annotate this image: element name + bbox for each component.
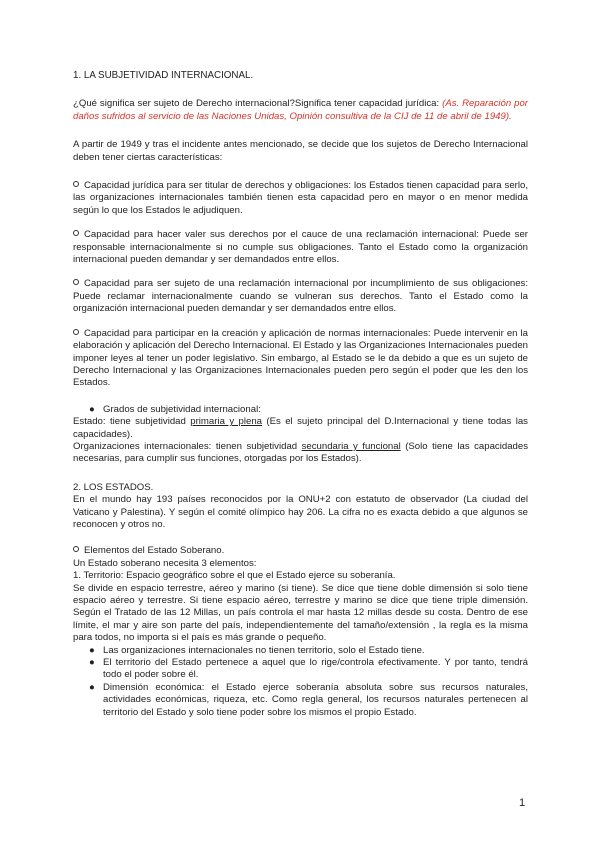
bullet-dot-icon: ●: [89, 403, 95, 415]
states-intro: En el mundo hay 193 países reconocidos por la ONU+2 con estatuto de observador (La ciudad del Vaticano y Palestina). Y según el comité olímpico hay 206. La cifra no es exacta debido a que algunos se reconocen y otros no.: [73, 494, 528, 530]
capacity-item: Capacidad jurídica para ser titular de derechos y obligaciones: los Estados tienen capacidad para serlo, las organizaciones internacionales también tienen esta capacidad pero en mayor o en menor medida según lo que los Estados le adjudiquen.: [73, 180, 528, 216]
list-item: ● Dimensión económica: el Estado ejerce soberanía absoluta sobre sus recursos naturales, actividades económicas, riqueza, etc. Como regla general, los recursos naturales pertenecen al territorio del Estado y solo tiene poder sobre los mismos el propio Estado.: [89, 681, 528, 718]
ring-bullet-icon: [73, 230, 79, 236]
estado-underlined: primaria y plena: [190, 416, 262, 428]
page-number: 1: [519, 797, 526, 809]
org-paragraph: Organizaciones internacionales: tienen subjetividad secundaria y funcional (Solo tiene las capacidades necesarias, para cumplir sus funciones, otorgadas por los Estados).: [73, 440, 528, 465]
org-underlined: secundaria y funcional: [301, 440, 401, 452]
list-item: ● Las organizaciones internacionales no tienen territorio, solo el Estado tiene.: [89, 644, 425, 656]
territorio-title: 1. Territorio: Espacio geográfico sobre el que el Estado ejerce su soberanía.: [73, 570, 396, 582]
section-2-title: 2. LOS ESTADOS.: [73, 481, 154, 493]
ring-bullet-icon: [73, 329, 79, 335]
grados-heading: ● Grados de subjetividad internacional:: [89, 403, 261, 415]
capacity-item: Capacidad para hacer valer sus derechos por el cauce de una reclamación internacional: Puede ser responsable internacionalmente si no cumple sus obligaciones. Tanto el Estado como la organización internacional pueden demandar y ser demandados entre ellos.: [73, 229, 528, 266]
ring-bullet-icon: [73, 279, 79, 285]
intro-paragraph: A partir de 1949 y tras el incidente antes mencionado, se decide que los sujetos de Derecho Internacional deben tener ciertas características:: [73, 139, 528, 163]
question-paragraph: [73, 98, 528, 123]
document-page: [73, 70, 528, 719]
list-item: ● El territorio del Estado pertenece a aquel que lo rige/controla efectivamente. Y por tanto, tendrá todo el poder sobre él.: [89, 657, 528, 681]
territorio-text: Se divide en espacio terrestre, aéreo y marino (si tiene). Se dice que tiene doble dimensión si solo tiene espacio aéreo y terrestre. Si tiene espacio aéreo, terrestre y marino se dice que tiene triple dimensión. Según el Tratado de las 12 Millas, un país controla el mar hasta 12 millas desde su costa. Dentro de ese límite, el mar y aire son parte del país, independientemente del tamaño/extensión , la regla es la misma para todos, no importa si el país es más grande o pequeño.: [73, 582, 528, 644]
elements-heading: Elementos del Estado Soberano.: [73, 545, 528, 557]
bullet-dot-icon: ●: [89, 657, 95, 669]
estado-paragraph: Estado: tiene subjetividad primaria y plena (Es el sujeto principal del D.Internacional y tiene todas las capacidades).: [73, 416, 528, 440]
question-text: ¿Qué significa ser sujeto de Derecho internacional?Significa tener capacidad jurídica:: [73, 98, 443, 110]
needs-line: Un Estado soberano necesita 3 elementos:: [73, 557, 257, 569]
ring-bullet-icon: [73, 181, 79, 187]
bullet-dot-icon: ●: [89, 681, 95, 693]
section-1-title: 1. LA SUBJETIVIDAD INTERNACIONAL.: [73, 70, 254, 81]
question-reference: (As. Reparación por daños sufridos al servicio de las Naciones Unidas, Opinión consultiva de la CIJ de 11 de abril de 1949).: [73, 98, 528, 122]
bullet-dot-icon: ●: [89, 644, 95, 656]
capacity-item: Capacidad para ser sujeto de una reclamación internacional por incumplimiento de sus obligaciones: Puede reclamar internacionalmente cuando se vulneran sus derechos. Tanto el Estado como la organización internacional pueden demandar y ser demandados entre ellos.: [73, 278, 528, 315]
ring-bullet-icon: [73, 546, 79, 552]
capacity-item: Capacidad para participar en la creación y aplicación de normas internacionales: Puede intervenir en la elaboración y aplicación del Derecho Internacional. El Estado y las Organizaciones Internacionales pueden imponer leyes al tener un poder legislativo. Sin embargo, al Estado se le da debido a que es un sujeto de Derecho Internacional y las Organizaciones Internacionales pueden pero según el poder que les den los Estados.: [73, 327, 528, 389]
